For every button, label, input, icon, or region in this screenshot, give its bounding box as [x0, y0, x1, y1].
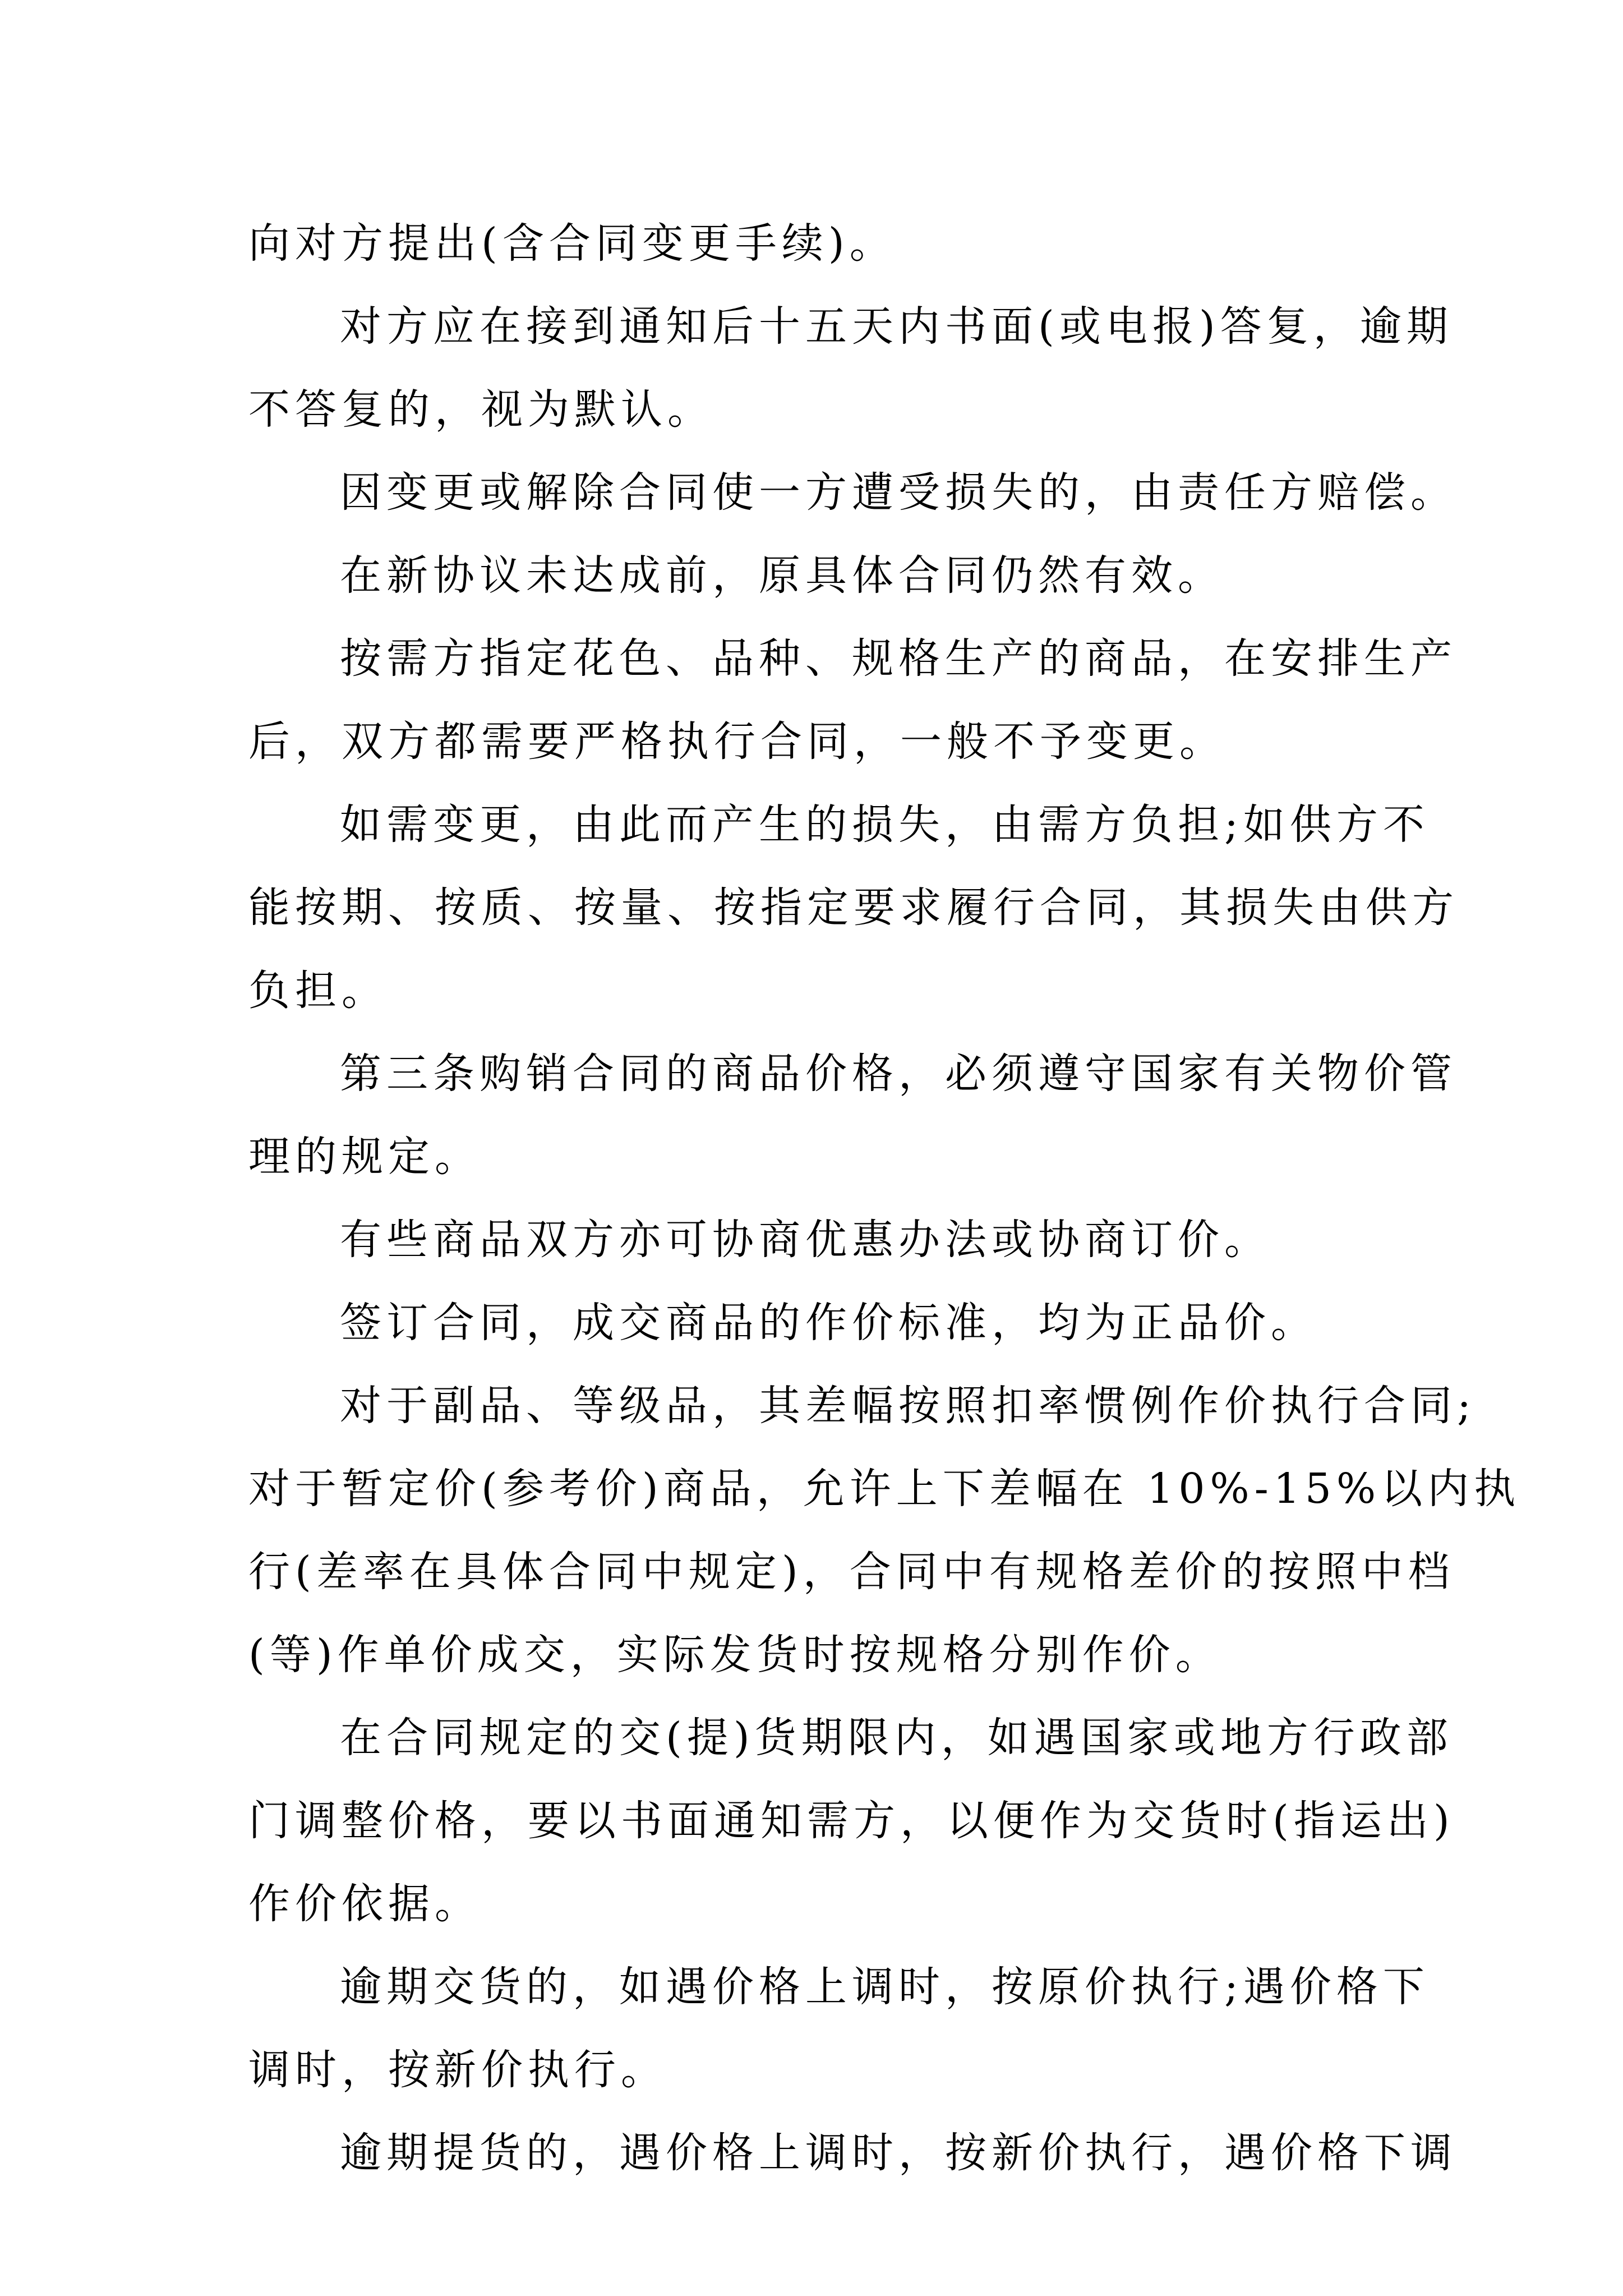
text-line-6: 按需方指定花色、品种、规格生产的商品，在安排生产 — [340, 634, 1457, 683]
text-line-11: 第三条购销合同的商品价格，必须遵守国家有关物价管 — [340, 1050, 1457, 1098]
text-line-13: 有些商品双方亦可协商优惠办法或协商订价。 — [340, 1216, 1271, 1264]
text-line-20: 门调整价格，要以书面通知需方，以便作为交货时(指运出) — [248, 1797, 1455, 1845]
text-line-22: 逾期交货的，如遇价格上调时，按原价执行;遇价格下 — [340, 1963, 1430, 2011]
text-line-12: 理的规定。 — [248, 1133, 481, 1181]
text-line-18: (等)作单价成交，实际发货时按规格分别作价。 — [248, 1631, 1222, 1679]
text-line-17: 行(差率在具体合同中规定)，合同中有规格差价的按照中档 — [248, 1548, 1455, 1596]
text-line-10: 负担。 — [248, 967, 388, 1015]
document-body — [248, 202, 1521, 2194]
text-line-2: 对方应在接到通知后十五天内书面(或电报)答复，逾期 — [340, 302, 1453, 351]
text-line-5: 在新协议未达成前，原具体合同仍然有效。 — [340, 551, 1224, 600]
text-line-7: 后，双方都需要严格执行合同，一般不予变更。 — [248, 717, 1226, 766]
text-line-1: 向对方提出(含合同变更手续)。 — [248, 219, 896, 268]
text-line-14: 签订合同，成交商品的作价标准，均为正品价。 — [340, 1299, 1317, 1347]
text-line-23: 调时，按新价执行。 — [248, 2046, 667, 2094]
text-line-15: 对于副品、等级品，其差幅按照扣率惯例作价执行合同; — [340, 1382, 1476, 1430]
text-line-19: 在合同规定的交(提)货期限内，如遇国家或地方行政部 — [340, 1714, 1453, 1762]
text-line-8: 如需变更，由此而产生的损失，由需方负担;如供方不 — [340, 800, 1430, 849]
text-line-21: 作价依据。 — [248, 1880, 481, 1928]
text-line-3: 不答复的，视为默认。 — [248, 385, 714, 434]
text-line-4: 因变更或解除合同使一方遭受损失的，由责任方赔偿。 — [340, 468, 1457, 517]
text-line-16: 对于暂定价(参考价)商品，允许上下差幅在 10%-15%以内执 — [248, 1465, 1521, 1513]
text-line-24: 逾期提货的，遇价格上调时，按新价执行，遇价格下调 — [340, 2129, 1457, 2177]
text-line-9: 能按期、按质、按量、按指定要求履行合同，其损失由供方 — [248, 884, 1459, 932]
